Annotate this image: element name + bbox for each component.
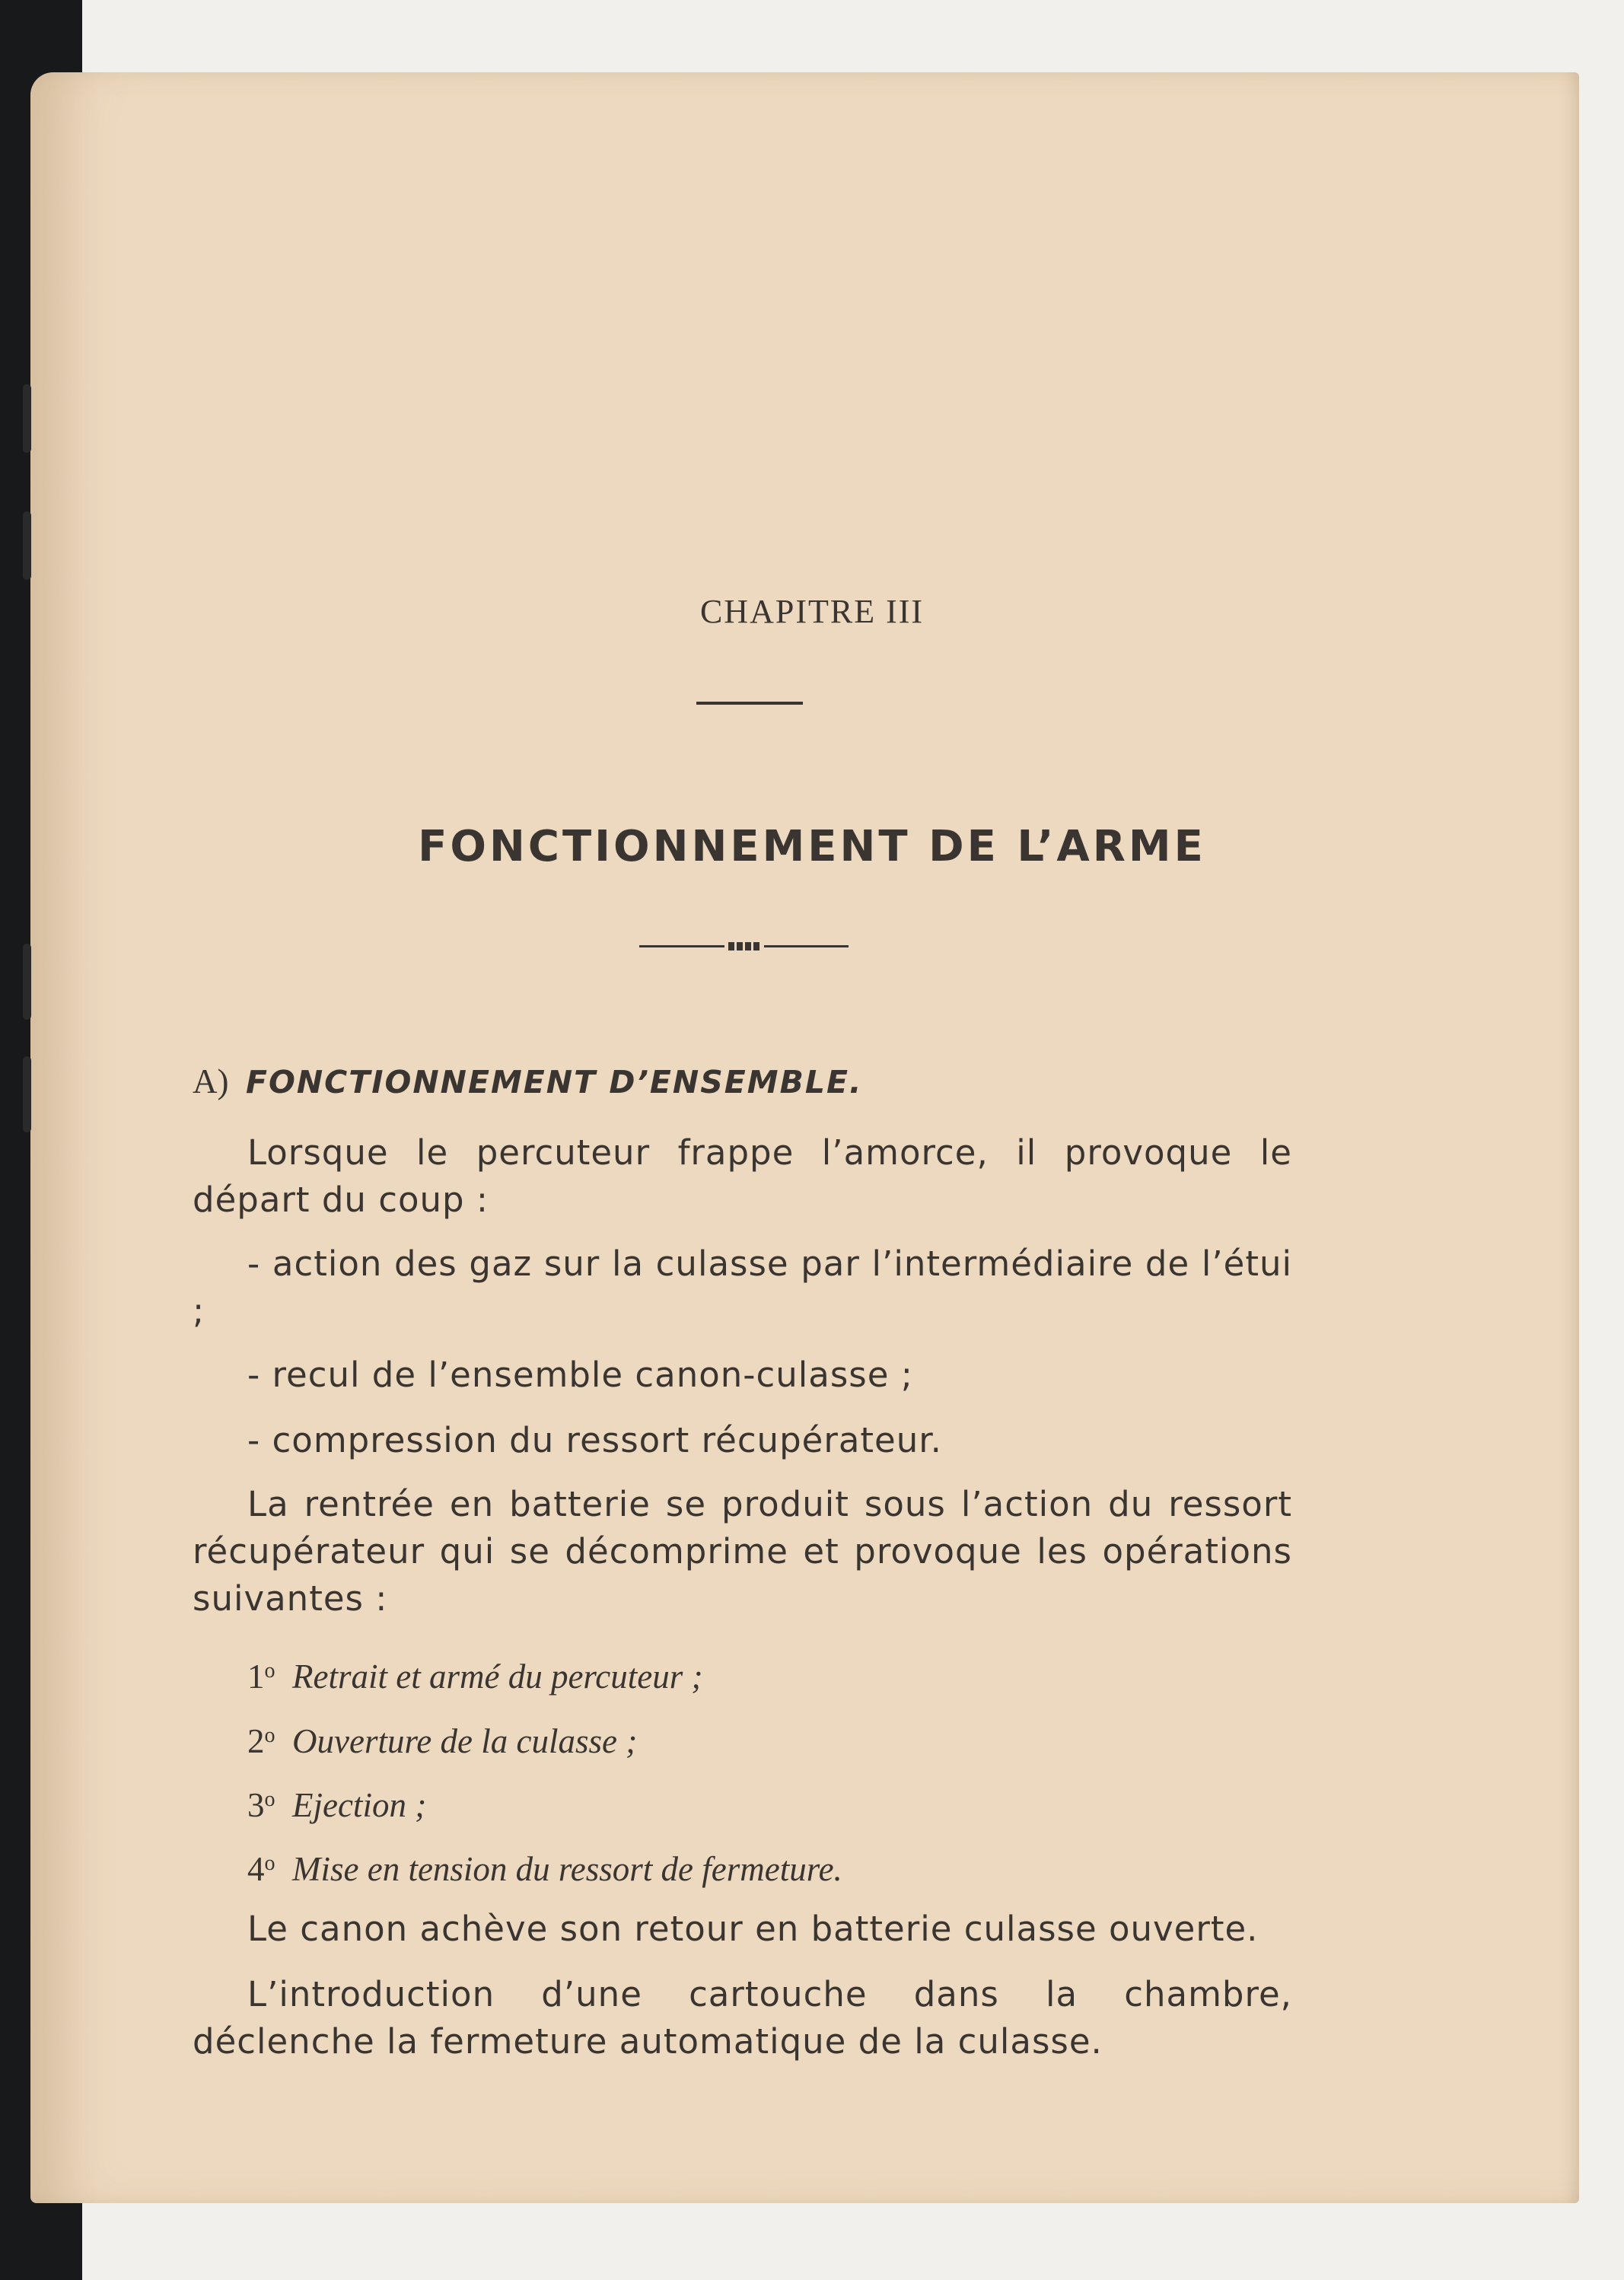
staple-hole xyxy=(23,944,31,1020)
step-text: Ouverture de la culasse ; xyxy=(292,1722,638,1760)
staple-hole xyxy=(23,1056,31,1132)
step-ordinal: o xyxy=(264,1724,275,1747)
paragraph: L’introduction d’une cartouche dans la chambre, déclenche la fermeture automatique de la culasse. xyxy=(193,1974,1292,2062)
page-title: FONCTIONNEMENT DE L’ARME xyxy=(418,822,1206,871)
paragraph: Le canon achève son retour en batterie culasse ouverte. xyxy=(247,1909,1259,1949)
step-number: 1 xyxy=(247,1657,265,1696)
paragraph: Lorsque le percuteur frappe l’amorce, il provoque le départ du coup : xyxy=(193,1132,1292,1220)
chapter-label: CHAPITRE III xyxy=(699,593,925,630)
step-item xyxy=(193,1648,1292,1700)
paragraph: - recul de l’ensemble canon-culasse ; xyxy=(247,1355,913,1395)
staple-hole xyxy=(23,511,31,580)
divider-rule xyxy=(696,702,803,705)
section-heading xyxy=(193,1058,1292,1106)
ornament-divider xyxy=(639,942,849,951)
section-letter: A) xyxy=(193,1062,229,1100)
step-number: 4 xyxy=(247,1850,265,1888)
step-ordinal: o xyxy=(264,1788,275,1811)
paragraph: - action des gaz sur la culasse par l’intermédiaire de l’étui ; xyxy=(193,1243,1292,1331)
step-number: 2 xyxy=(247,1722,265,1760)
step-ordinal: o xyxy=(264,1659,275,1683)
paragraph: La rentrée en batterie se produit sous l’action du ressort récupérateur qui se décomprime et provoque les opérations suivantes : xyxy=(193,1484,1292,1619)
step-number: 3 xyxy=(247,1786,265,1824)
step-text: Retrait et armé du percuteur ; xyxy=(292,1657,703,1696)
step-ordinal: o xyxy=(264,1852,275,1875)
step-item xyxy=(193,1776,1292,1829)
section-title: FONCTIONNEMENT D’ENSEMBLE. xyxy=(245,1064,863,1100)
staple-hole xyxy=(23,384,31,453)
step-item xyxy=(193,1712,1292,1765)
step-text: Mise en tension du ressort de fermeture. xyxy=(292,1850,842,1888)
step-text: Ejection ; xyxy=(292,1786,427,1824)
step-item xyxy=(193,1840,1292,1893)
paragraph: - compression du ressort récupérateur. xyxy=(247,1420,942,1460)
